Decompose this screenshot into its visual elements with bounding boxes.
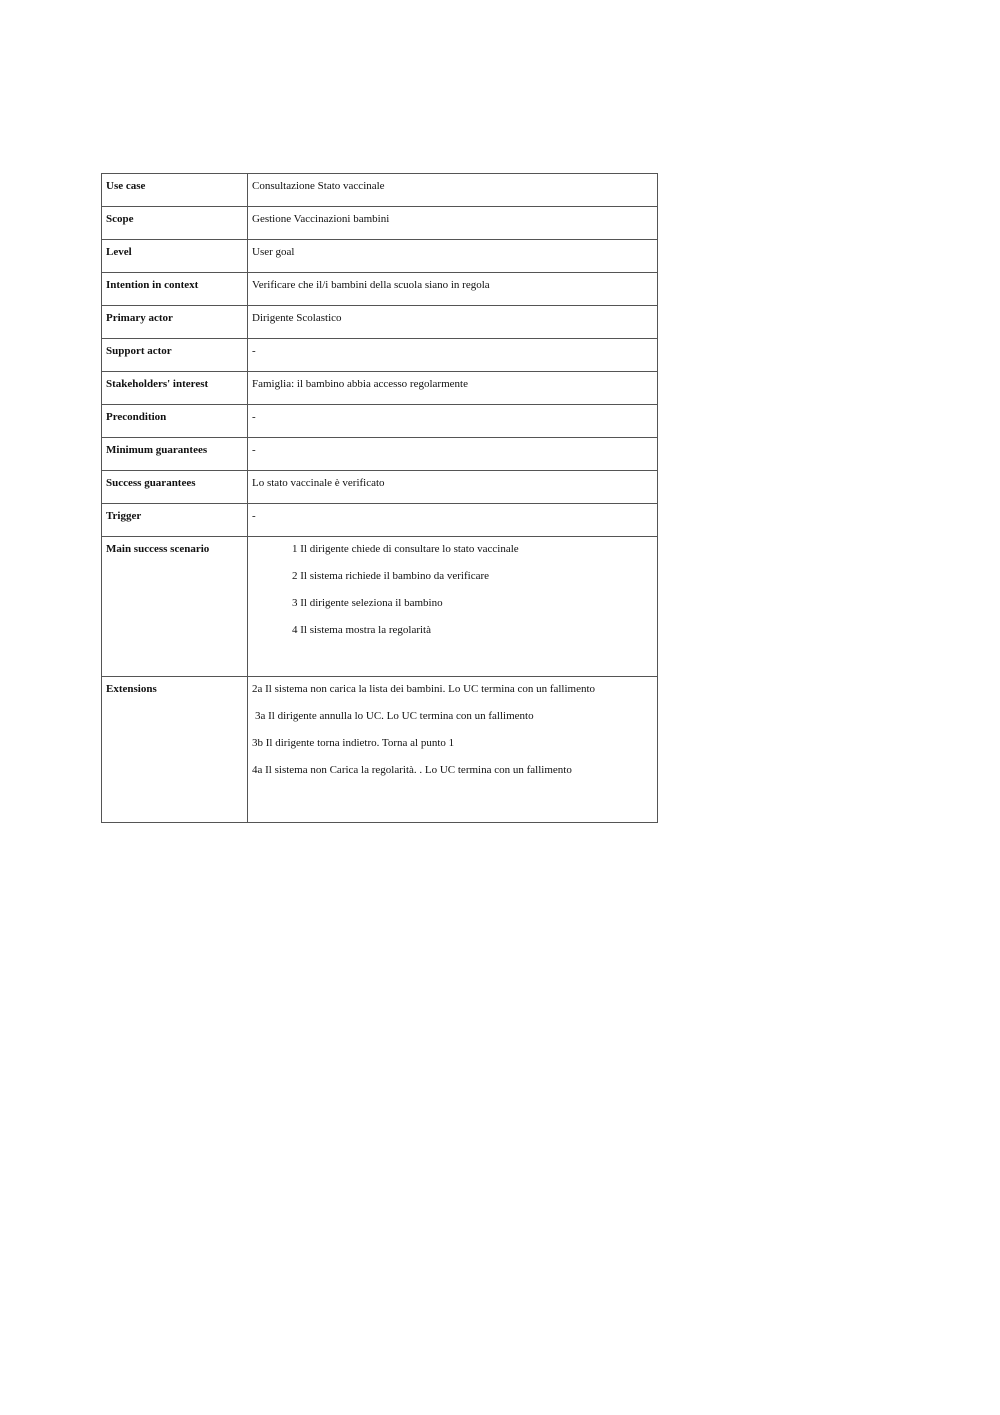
row-value: Lo stato vaccinale è verificato — [248, 471, 658, 504]
row-label: Success guarantees — [102, 471, 248, 504]
intention-row — [102, 273, 658, 306]
row-label: Extensions — [102, 677, 248, 823]
row-label: Trigger — [102, 504, 248, 537]
row-value: Gestione Vaccinazioni bambini — [248, 207, 658, 240]
support-actor-row — [102, 339, 658, 372]
success-guarantees-row — [102, 471, 658, 504]
row-value: - — [248, 504, 658, 537]
use-case-row — [102, 174, 658, 207]
row-value: - — [248, 438, 658, 471]
extensions-row — [102, 677, 658, 823]
row-value: Consultazione Stato vaccinale — [248, 174, 658, 207]
stakeholders-row — [102, 372, 658, 405]
trigger-row — [102, 504, 658, 537]
step-list — [252, 682, 653, 777]
row-value: Famiglia: il bambino abbia accesso regolarmente — [248, 372, 658, 405]
row-label: Main success scenario — [102, 537, 248, 677]
extensions-steps — [248, 677, 658, 823]
precondition-row — [102, 405, 658, 438]
scope-row — [102, 207, 658, 240]
row-value: Verificare che il/i bambini della scuola siano in regola — [248, 273, 658, 306]
row-value: User goal — [248, 240, 658, 273]
row-label: Precondition — [102, 405, 248, 438]
row-label: Use case — [102, 174, 248, 207]
row-label: Support actor — [102, 339, 248, 372]
level-row — [102, 240, 658, 273]
primary-actor-row — [102, 306, 658, 339]
row-value: Dirigente Scolastico — [248, 306, 658, 339]
scenario-step: 1 Il dirigente chiede di consultare lo stato vaccinale — [292, 543, 519, 555]
row-label: Primary actor — [102, 306, 248, 339]
use-case-table — [101, 173, 658, 823]
minimum-guarantees-row — [102, 438, 658, 471]
extension-step: 2a Il sistema non carica la lista dei bambini. Lo UC termina con un fallimento — [252, 683, 596, 695]
scenario-step: 3 Il dirigente seleziona il bambino — [292, 597, 443, 609]
row-label: Minimum guarantees — [102, 438, 248, 471]
row-value: - — [248, 339, 658, 372]
extension-step: 3a Il dirigente annulla lo UC. Lo UC termina con un fallimento — [255, 710, 534, 722]
scenario-step: 4 Il sistema mostra la regolarità — [292, 624, 431, 636]
row-label: Stakeholders' interest — [102, 372, 248, 405]
main-scenario-steps — [248, 537, 658, 677]
main-scenario-row — [102, 537, 658, 677]
row-value: - — [248, 405, 658, 438]
row-label: Level — [102, 240, 248, 273]
extension-step: 4a Il sistema non Carica la regolarità. . Lo UC termina con un fallimento — [252, 764, 572, 776]
row-label: Intention in context — [102, 273, 248, 306]
step-list — [252, 542, 653, 637]
extension-step: 3b Il dirigente torna indietro. Torna al punto 1 — [252, 737, 455, 749]
row-label: Scope — [102, 207, 248, 240]
scenario-step: 2 Il sistema richiede il bambino da verificare — [292, 570, 490, 582]
